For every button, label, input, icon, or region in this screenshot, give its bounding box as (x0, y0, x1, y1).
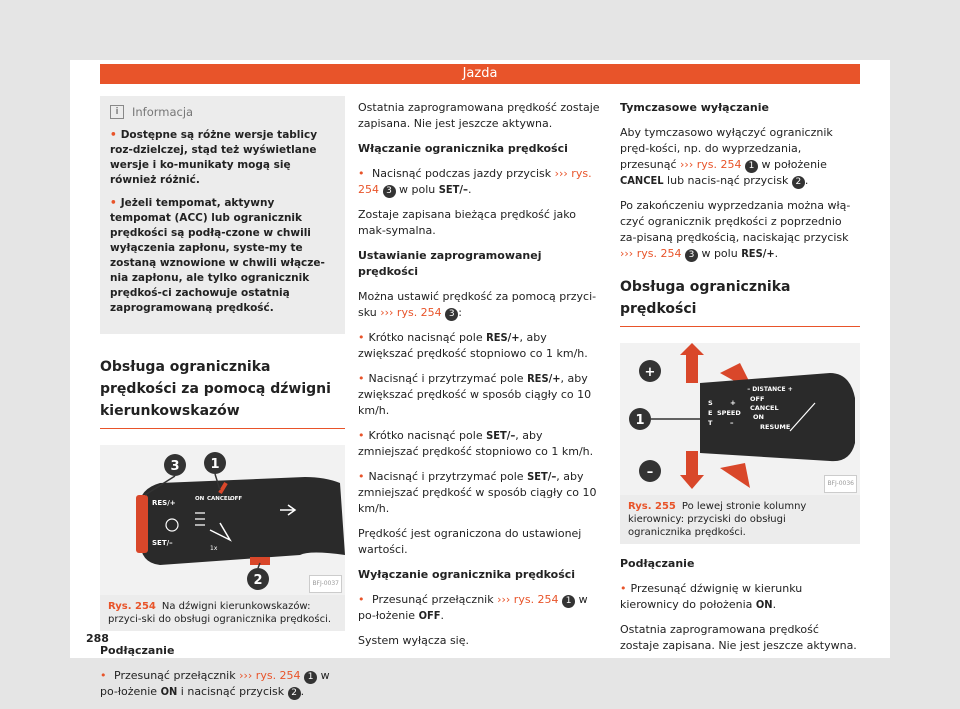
info-title: Informacja (132, 105, 194, 119)
figure-link[interactable]: ››› rys. 254 (358, 167, 592, 196)
svg-text:RESUME: RESUME (760, 423, 791, 431)
svg-text:OFF: OFF (750, 395, 765, 403)
callout-1: 1 (635, 413, 645, 428)
page-header: Jazda (100, 64, 860, 84)
section-title: Obsługa ogranicznika prędkości (620, 276, 860, 327)
svg-text:– DISTANCE +: – DISTANCE + (747, 386, 793, 393)
svg-text:SPEED: SPEED (717, 409, 741, 417)
figure-link[interactable]: ››› rys. 254 (620, 247, 682, 260)
section-title: Obsługa ogranicznika prędkości za pomocą dźwigni kierunkowskazów (100, 356, 345, 429)
label-1x: 1x (210, 545, 218, 552)
lever-illustration (620, 343, 860, 495)
figure-link[interactable]: ››› rys. 254 (497, 593, 559, 606)
callout-3: 3 (170, 459, 180, 474)
arrow-up-icon (680, 343, 704, 383)
svg-text:T: T (708, 419, 713, 427)
info-box (100, 96, 345, 334)
svg-text:–: – (730, 419, 734, 427)
plus-label: + (644, 365, 656, 380)
callout-2: 2 (253, 573, 263, 588)
column-2: Ostatnia zaprogramowana prędkość zostaje zapisana. Nie jest jeszcze aktywna. Włączanie ogranicznika prędkości • Nacisnąć podczas jazdy przycisk ››› rys. 254 3 w polu SET/–. Zostaje zapisana bieżąca prędkość jako mak-symalna. Ustawianie zaprogramowanej prędkości Można ustawić prędkość za pomocą przyci-sku ››› rys. 254 3 : • Krótko nacisnąć pole RES/+, aby zwiększać prędkość stopniowo co 1 km/h. • Nacisnąć i przytrzymać pole RES/+, aby zwiększać prędkość w sposób ciągły co 10 km/h. • Krótko nacisnąć pole SET/–, aby zmniejszać prędkość stopniowo co 1 km/h. • Nacisnąć i przytrzymać pole SET/–, aby zmniejszać prędkość w sposób ciągły co 10 km/h. Prędkość jest ograniczona do ustawionej wartości. Wyłączanie ogranicznika prędkości • Przesunąć przełącznik ››› rys. 254 1 w po-łożenie OFF. System wyłącza się. (358, 100, 603, 658)
figure-code: BFJ-0036 (824, 475, 857, 493)
figure-255 (620, 343, 860, 495)
column-3: Tymczasowe wyłączanie Aby tymczasowo wyłączyć ogranicznik pręd-kości, np. do wyprzedzania, przesunąć ››› rys. 254 1 w położenie CANCEL lub nacis-nąć przycisk 2 . Po zakończeniu wyprzedzania można włą-czyć ogranicznik prędkości z poprzednio za-pisaną prędkością, naciskając przycisk ››› rys. 254 3 w polu RES/+. Obsługa ogranicznika prędkości + – 1 – DISTANCE + S E T SPEED + – OFF CANCEL ON RESUME BFJ-0036 Rys. 255 Po lewej stronie kolumny kierownicy: przyciski do obsługi ogranicznika prędkości. Podłączanie • Przesunąć dźwignię w kierunku kierownicy do położenia ON. Ostatnia zaprogramowana prędkość zostaje zapisana. Nie jest jeszcze aktywna. (620, 100, 860, 663)
info-item: • Jeżeli tempomat, aktywny tempomat (ACC) lub ogranicznik prędkości są podłą-czone w chwili wyłączenia zapłonu, syste-my te zostaną wznowione w chwili włącze-nia zapłonu, ale tylko ogranicznik prędkoś-ci zachowuje ostatnią zaprogramowaną prędkość. (110, 196, 335, 316)
svg-text:ON: ON (753, 413, 764, 421)
figure-link[interactable]: ››› rys. 254 (380, 306, 442, 319)
figure-link[interactable]: ››› rys. 254 (239, 669, 301, 682)
res-set-button (136, 495, 148, 553)
figure-code: BFJ-0037 (309, 575, 342, 593)
svg-text:E: E (708, 409, 713, 417)
label-set: SET/– (152, 539, 173, 547)
stalk-illustration (100, 445, 345, 595)
caption-ref: Rys. 254 (108, 601, 156, 612)
arrow-down-icon (680, 451, 704, 489)
callout-1: 1 (210, 457, 220, 472)
label-res: RES/+ (152, 499, 176, 507)
info-icon: i (110, 105, 124, 119)
label-cancel: CANCEL (207, 496, 232, 502)
svg-text:+: + (730, 399, 736, 407)
minus-label: – (646, 465, 654, 480)
page-number: 288 (86, 632, 109, 645)
svg-text:S: S (708, 399, 713, 407)
subheading: Podłączanie (100, 644, 175, 657)
bullet: • Przesunąć przełącznik ››› rys. 254 1 w po-łożenie ON i nacisnąć przycisk 2 . (100, 668, 345, 700)
caption-ref: Rys. 255 (628, 501, 676, 512)
figure-254 (100, 445, 345, 595)
label-on: ON (195, 496, 205, 502)
label-off: OFF (230, 496, 243, 502)
figure-caption: Rys. 255 Po lewej stronie kolumny kierownicy: przyciski do obsługi ogranicznika prędkości. (620, 495, 860, 544)
figure-caption: Rys. 254 Na dźwigni kierunkowskazów: przyci-ski do obsługi ogranicznika prędkości. (100, 595, 345, 631)
info-item: • Dostępne są różne wersje tablicy roz-dzielczej, stąd też wyświetlane wersje i ko-munikaty mogą się również różnić. (110, 128, 335, 188)
column-1 (100, 96, 345, 709)
svg-text:CANCEL: CANCEL (750, 404, 779, 412)
figure-link[interactable]: ››› rys. 254 (680, 158, 742, 171)
